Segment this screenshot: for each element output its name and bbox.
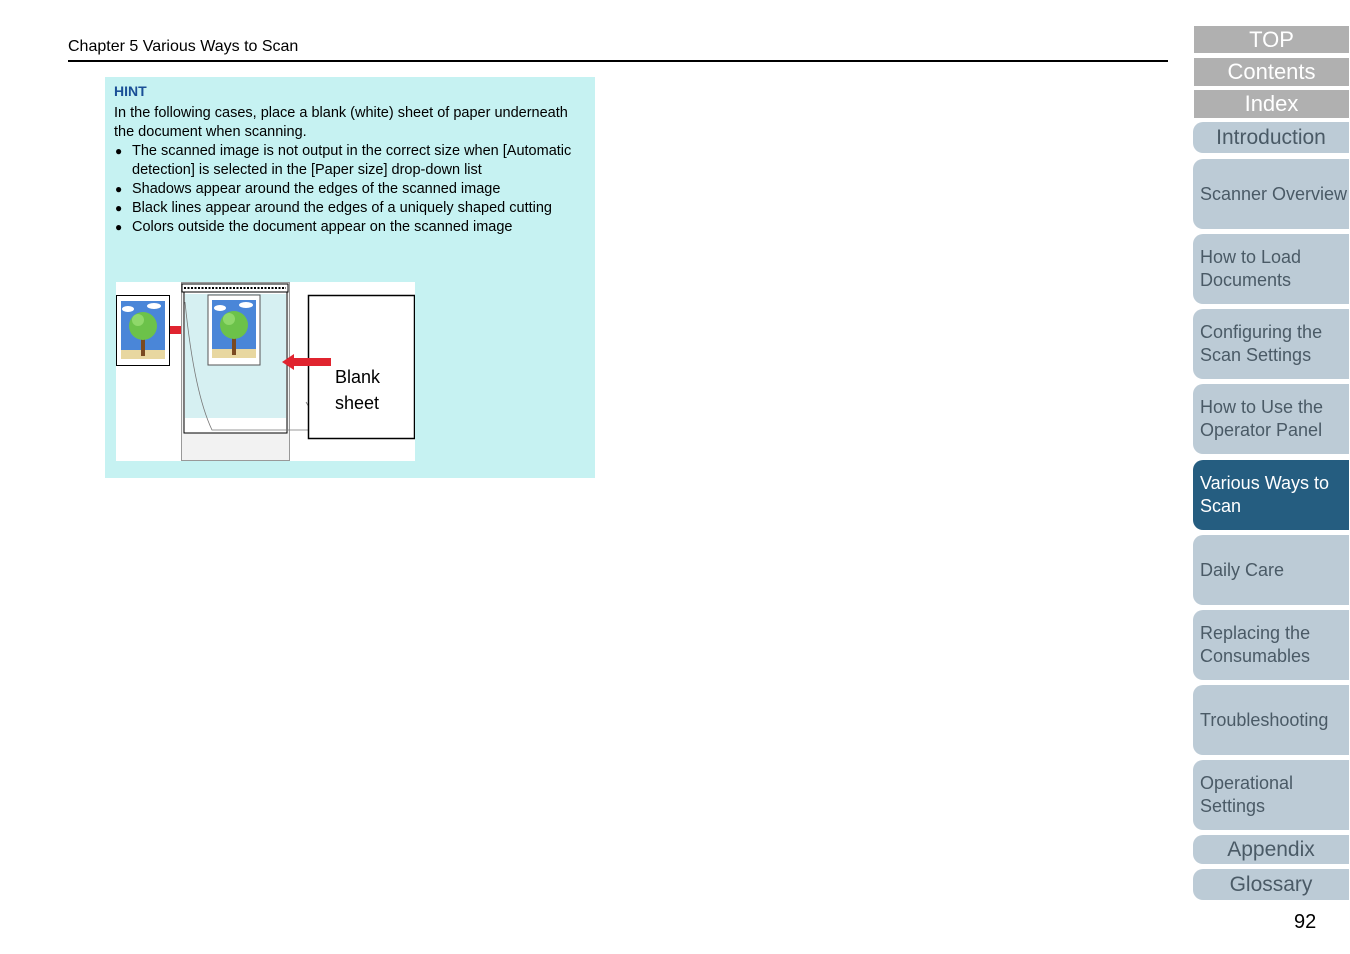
document-picture xyxy=(117,296,170,366)
tab-introduction[interactable] xyxy=(1193,122,1349,153)
hint-bullet-text: Shadows appear around the edges of the scanned image xyxy=(132,181,501,197)
hint-intro: In the following cases, place a blank (white) sheet of paper underneath the document when scanning. xyxy=(114,105,568,140)
tab-troubleshooting[interactable] xyxy=(1193,685,1349,755)
top-button[interactable]: TOP xyxy=(1194,26,1349,53)
tab-daily-care[interactable] xyxy=(1193,535,1349,605)
hint-label: HINT xyxy=(114,83,147,99)
tab-configuring-scan-settings[interactable] xyxy=(1193,309,1349,379)
hint-list xyxy=(114,142,584,237)
bullet-icon: ● xyxy=(115,144,123,158)
tab-label: How to Use the Operator Panel xyxy=(1200,397,1324,440)
hint-bullet-item xyxy=(114,142,584,180)
hint-bullet-text: Colors outside the document appear on the scanned image xyxy=(132,219,513,235)
tab-label: Various Ways to Scan xyxy=(1200,473,1330,516)
tab-label: Operational Settings xyxy=(1200,773,1294,816)
tab-appendix[interactable] xyxy=(1193,835,1349,864)
tab-scanner-overview[interactable] xyxy=(1193,159,1349,229)
contents-button[interactable]: Contents xyxy=(1194,58,1349,86)
tab-label: Appendix xyxy=(1227,838,1315,861)
hint-box xyxy=(105,77,595,478)
bullet-icon: ● xyxy=(115,220,123,234)
tab-label: Troubleshooting xyxy=(1200,709,1329,730)
carrier-sheet-diagram xyxy=(116,282,415,461)
tab-label: How to Load Documents xyxy=(1200,247,1302,290)
tab-operator-panel[interactable] xyxy=(1193,384,1349,454)
tab-various-ways-to-scan[interactable] xyxy=(1193,460,1349,530)
tab-operational-settings[interactable] xyxy=(1193,760,1349,830)
tab-how-to-load-documents[interactable] xyxy=(1193,234,1349,304)
tab-label: Scanner Overview xyxy=(1200,183,1348,204)
tab-label: Daily Care xyxy=(1200,559,1285,580)
hint-bullet-item xyxy=(114,180,584,199)
tab-label: Replacing the Consumables xyxy=(1200,623,1311,666)
tab-label: Configuring the Scan Settings xyxy=(1200,322,1323,365)
hint-bullet-text: The scanned image is not output in the correct size when [Automatic detection] is selected in the [Paper size] drop-down list xyxy=(132,143,572,178)
tab-glossary[interactable] xyxy=(1193,869,1349,900)
hint-bullet-text: Black lines appear around the edges of a uniquely shaped cutting xyxy=(132,200,552,216)
tab-label: Glossary xyxy=(1229,873,1313,896)
carrier-sheet xyxy=(182,283,324,461)
blank-sheet xyxy=(309,296,415,439)
bullet-icon: ● xyxy=(115,201,123,215)
page-number: 92 xyxy=(1294,911,1317,933)
blank-sheet-label-line2: sheet xyxy=(335,393,380,413)
chapter-title: Chapter 5 Various Ways to Scan xyxy=(68,38,299,55)
hint-bullet-item xyxy=(114,199,584,218)
hint-bullet-item xyxy=(114,218,584,237)
tab-label: Introduction xyxy=(1216,126,1326,149)
tab-replacing-consumables[interactable] xyxy=(1193,610,1349,680)
blank-sheet-label-line1: Blank xyxy=(335,367,381,387)
header-divider xyxy=(68,60,1168,62)
bullet-icon: ● xyxy=(115,182,123,196)
index-button[interactable]: Index xyxy=(1194,90,1349,118)
